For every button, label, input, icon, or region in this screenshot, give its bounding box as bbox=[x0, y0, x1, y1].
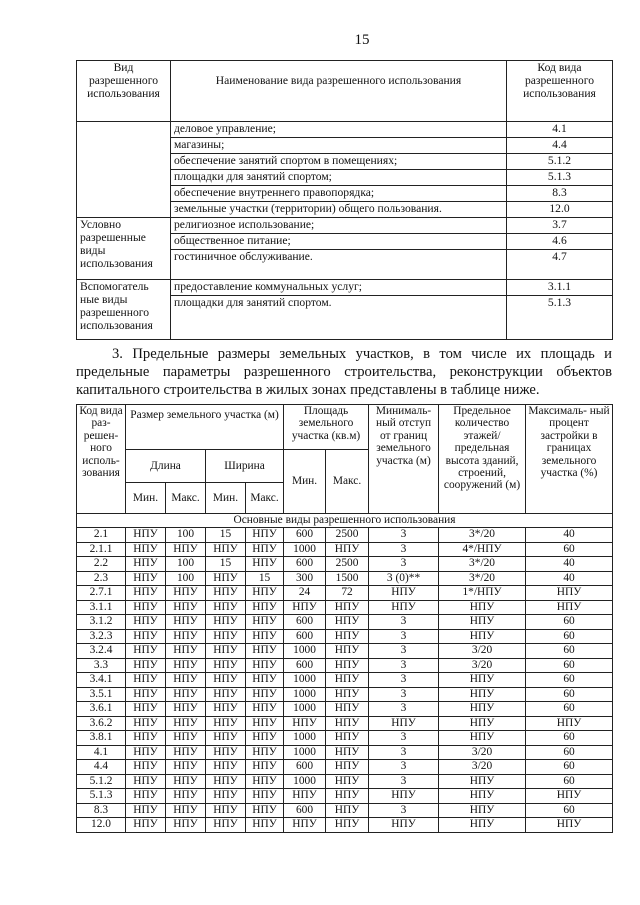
cell-width-min: НПУ bbox=[206, 789, 246, 804]
cell-setback: 3 bbox=[369, 644, 439, 659]
cell-length-max: НПУ bbox=[166, 731, 206, 746]
cell-area-min: 1000 bbox=[284, 644, 326, 659]
cell-area-min: 1000 bbox=[284, 542, 326, 557]
cell-length-max: НПУ bbox=[166, 687, 206, 702]
cell-build-percent: 60 bbox=[526, 673, 613, 688]
cell-code: 3.2.3 bbox=[77, 629, 126, 644]
cell-area-min: 600 bbox=[284, 557, 326, 572]
cell-width-min: НПУ bbox=[206, 818, 246, 833]
table-row bbox=[77, 702, 613, 717]
cell-area-min: 24 bbox=[284, 586, 326, 601]
cell-width-min: НПУ bbox=[206, 731, 246, 746]
cell-width-min: НПУ bbox=[206, 673, 246, 688]
use-name: обеспечение внутреннего правопорядка; bbox=[171, 186, 507, 202]
header-length-max: Макс. bbox=[166, 483, 206, 514]
cell-length-max: 100 bbox=[166, 528, 206, 543]
cell-width-min: НПУ bbox=[206, 615, 246, 630]
cell-code: 8.3 bbox=[77, 803, 126, 818]
table-row bbox=[77, 716, 613, 731]
table-row bbox=[77, 760, 613, 775]
use-name: магазины; bbox=[171, 138, 507, 154]
cell-length-max: НПУ bbox=[166, 818, 206, 833]
cell-floors-height: НПУ bbox=[439, 615, 526, 630]
cell-build-percent: 40 bbox=[526, 571, 613, 586]
cell-area-min: 1000 bbox=[284, 687, 326, 702]
cell-width-max: НПУ bbox=[246, 745, 284, 760]
use-code: 5.1.3 bbox=[507, 296, 613, 340]
header-code: Код вида раз- решен- ного исполь- зования bbox=[77, 405, 126, 514]
table-header-row bbox=[77, 61, 613, 122]
cell-width-max: НПУ bbox=[246, 760, 284, 775]
use-code: 3.1.1 bbox=[507, 280, 613, 296]
use-name: религиозное использование; bbox=[171, 218, 507, 234]
use-name: обеспечение занятий спортом в помещениях; bbox=[171, 154, 507, 170]
cell-setback: 3 bbox=[369, 803, 439, 818]
cell-width-min: НПУ bbox=[206, 716, 246, 731]
cell-code: 4.4 bbox=[77, 760, 126, 775]
cell-width-min: НПУ bbox=[206, 586, 246, 601]
cell-code: 3.1.1 bbox=[77, 600, 126, 615]
cell-area-min: 1000 bbox=[284, 673, 326, 688]
header-length-min: Мин. bbox=[126, 483, 166, 514]
use-code: 4.7 bbox=[507, 250, 613, 280]
use-name: площадки для занятий спортом. bbox=[171, 296, 507, 340]
cell-code: 3.3 bbox=[77, 658, 126, 673]
cell-area-min: НПУ bbox=[284, 600, 326, 615]
cell-area-min: 300 bbox=[284, 571, 326, 586]
cell-build-percent: 60 bbox=[526, 803, 613, 818]
use-code: 3.7 bbox=[507, 218, 613, 234]
cell-area-max: НПУ bbox=[326, 542, 369, 557]
cell-floors-height: 1*/НПУ bbox=[439, 586, 526, 601]
cell-width-max: НПУ bbox=[246, 600, 284, 615]
cell-width-max: НПУ bbox=[246, 774, 284, 789]
cell-length-min: НПУ bbox=[126, 745, 166, 760]
cell-code: 3.1.2 bbox=[77, 615, 126, 630]
cell-width-max: НПУ bbox=[246, 586, 284, 601]
cell-width-min: НПУ bbox=[206, 687, 246, 702]
cell-length-max: НПУ bbox=[166, 542, 206, 557]
cell-length-min: НПУ bbox=[126, 702, 166, 717]
cell-length-min: НПУ bbox=[126, 760, 166, 775]
cell-width-max: НПУ bbox=[246, 542, 284, 557]
cell-setback: 3 bbox=[369, 629, 439, 644]
cell-width-min: НПУ bbox=[206, 658, 246, 673]
header-percent: Максималь- ный процент застройки в границах земельного участка (%) bbox=[526, 405, 613, 514]
cell-setback: 3 bbox=[369, 557, 439, 572]
cell-build-percent: 60 bbox=[526, 702, 613, 717]
cell-length-max: НПУ bbox=[166, 658, 206, 673]
cell-width-max: 15 bbox=[246, 571, 284, 586]
cell-area-max: НПУ bbox=[326, 600, 369, 615]
cell-floors-height: НПУ bbox=[439, 774, 526, 789]
cell-code: 3.6.2 bbox=[77, 716, 126, 731]
table-row bbox=[77, 571, 613, 586]
header-floors: Предельное количество этажей/ предельная высота зданий, строений, сооружений (м) bbox=[439, 405, 526, 514]
cell-length-max: НПУ bbox=[166, 745, 206, 760]
use-name: земельные участки (территории) общего пользования. bbox=[171, 202, 507, 218]
cell-code: 3.4.1 bbox=[77, 673, 126, 688]
use-code: 12.0 bbox=[507, 202, 613, 218]
cell-length-max: 100 bbox=[166, 571, 206, 586]
cell-area-min: 600 bbox=[284, 629, 326, 644]
cell-area-min: 600 bbox=[284, 658, 326, 673]
cell-setback: 3 bbox=[369, 528, 439, 543]
use-code: 5.1.2 bbox=[507, 154, 613, 170]
cell-length-min: НПУ bbox=[126, 687, 166, 702]
cell-area-max: НПУ bbox=[326, 745, 369, 760]
cell-setback: НПУ bbox=[369, 818, 439, 833]
cell-build-percent: 60 bbox=[526, 687, 613, 702]
cell-width-max: НПУ bbox=[246, 687, 284, 702]
cell-width-max: НПУ bbox=[246, 731, 284, 746]
cell-area-max: НПУ bbox=[326, 673, 369, 688]
cell-build-percent: НПУ bbox=[526, 818, 613, 833]
section-title: Основные виды разрешенного использования bbox=[77, 514, 613, 528]
table-row bbox=[77, 542, 613, 557]
table-row bbox=[77, 789, 613, 804]
cell-width-max: НПУ bbox=[246, 818, 284, 833]
cell-build-percent: 60 bbox=[526, 658, 613, 673]
cell-length-max: НПУ bbox=[166, 760, 206, 775]
cell-length-min: НПУ bbox=[126, 528, 166, 543]
cell-area-min: 600 bbox=[284, 803, 326, 818]
cell-area-max: НПУ bbox=[326, 658, 369, 673]
cell-width-min: 15 bbox=[206, 528, 246, 543]
cell-width-max: НПУ bbox=[246, 557, 284, 572]
cell-length-max: НПУ bbox=[166, 644, 206, 659]
cell-width-max: НПУ bbox=[246, 644, 284, 659]
cell-length-min: НПУ bbox=[126, 571, 166, 586]
cell-length-min: НПУ bbox=[126, 774, 166, 789]
cell-width-max: НПУ bbox=[246, 702, 284, 717]
use-code: 4.1 bbox=[507, 122, 613, 138]
cell-length-max: НПУ bbox=[166, 600, 206, 615]
cell-area-min: 600 bbox=[284, 528, 326, 543]
cell-build-percent: 60 bbox=[526, 644, 613, 659]
cell-setback: НПУ bbox=[369, 789, 439, 804]
cell-area-max: НПУ bbox=[326, 716, 369, 731]
header-length: Длина bbox=[126, 450, 206, 483]
plot-parameters-table bbox=[76, 404, 613, 833]
cell-code: 4.1 bbox=[77, 745, 126, 760]
cell-build-percent: 60 bbox=[526, 774, 613, 789]
cell-build-percent: НПУ bbox=[526, 600, 613, 615]
cell-setback: НПУ bbox=[369, 716, 439, 731]
use-code: 4.4 bbox=[507, 138, 613, 154]
cell-floors-height: НПУ bbox=[439, 673, 526, 688]
cell-setback: 3 bbox=[369, 774, 439, 789]
cell-setback: 3 bbox=[369, 615, 439, 630]
cell-area-min: 1000 bbox=[284, 745, 326, 760]
cell-floors-height: НПУ bbox=[439, 731, 526, 746]
cell-width-max: НПУ bbox=[246, 789, 284, 804]
cell-length-min: НПУ bbox=[126, 644, 166, 659]
cell-width-max: НПУ bbox=[246, 528, 284, 543]
use-name: предоставление коммунальных услуг; bbox=[171, 280, 507, 296]
table-row bbox=[77, 557, 613, 572]
header-use-code: Код вида разрешенного использования bbox=[507, 61, 613, 122]
cell-code: 2.1.1 bbox=[77, 542, 126, 557]
cell-length-max: НПУ bbox=[166, 789, 206, 804]
cell-width-min: НПУ bbox=[206, 644, 246, 659]
cell-width-min: НПУ bbox=[206, 542, 246, 557]
cell-floors-height: НПУ bbox=[439, 600, 526, 615]
cell-floors-height: 3*/20 bbox=[439, 571, 526, 586]
use-type-group: Условно разрешенные виды использования bbox=[77, 218, 171, 280]
cell-length-max: НПУ bbox=[166, 716, 206, 731]
cell-floors-height: НПУ bbox=[439, 687, 526, 702]
cell-code: 3.2.4 bbox=[77, 644, 126, 659]
header-area-min: Мин. bbox=[284, 450, 326, 514]
cell-setback: НПУ bbox=[369, 600, 439, 615]
table-row bbox=[77, 615, 613, 630]
cell-area-min: 1000 bbox=[284, 702, 326, 717]
cell-build-percent: НПУ bbox=[526, 586, 613, 601]
cell-floors-height: 3*/20 bbox=[439, 557, 526, 572]
cell-length-min: НПУ bbox=[126, 803, 166, 818]
cell-length-max: НПУ bbox=[166, 673, 206, 688]
cell-area-max: НПУ bbox=[326, 789, 369, 804]
cell-floors-height: 3/20 bbox=[439, 644, 526, 659]
cell-floors-height: 4*/НПУ bbox=[439, 542, 526, 557]
header-width-min: Мин. bbox=[206, 483, 246, 514]
table-row bbox=[77, 629, 613, 644]
cell-setback: 3 bbox=[369, 687, 439, 702]
table-row bbox=[77, 803, 613, 818]
use-type-group bbox=[77, 122, 171, 218]
use-name: общественное питание; bbox=[171, 234, 507, 250]
cell-length-min: НПУ bbox=[126, 731, 166, 746]
cell-setback: 3 bbox=[369, 658, 439, 673]
header-size: Размер земельного участка (м) bbox=[126, 405, 284, 450]
cell-build-percent: 60 bbox=[526, 542, 613, 557]
use-name: деловое управление; bbox=[171, 122, 507, 138]
cell-code: 12.0 bbox=[77, 818, 126, 833]
cell-length-max: НПУ bbox=[166, 803, 206, 818]
table-row bbox=[77, 818, 613, 833]
cell-code: 5.1.2 bbox=[77, 774, 126, 789]
cell-width-min: 15 bbox=[206, 557, 246, 572]
cell-code: 2.3 bbox=[77, 571, 126, 586]
cell-floors-height: НПУ bbox=[439, 629, 526, 644]
cell-width-max: НПУ bbox=[246, 716, 284, 731]
use-type-group: Вспомогатель ные виды разрешенного использования bbox=[77, 280, 171, 340]
table-row bbox=[77, 774, 613, 789]
cell-code: 3.5.1 bbox=[77, 687, 126, 702]
cell-width-max: НПУ bbox=[246, 673, 284, 688]
cell-floors-height: 3/20 bbox=[439, 658, 526, 673]
page-number: 15 bbox=[354, 32, 370, 48]
cell-area-max: НПУ bbox=[326, 629, 369, 644]
cell-area-min: НПУ bbox=[284, 716, 326, 731]
table-row bbox=[77, 280, 613, 296]
cell-code: 3.8.1 bbox=[77, 731, 126, 746]
cell-length-max: НПУ bbox=[166, 702, 206, 717]
cell-code: 5.1.3 bbox=[77, 789, 126, 804]
cell-length-max: НПУ bbox=[166, 615, 206, 630]
header-use-name: Наименование вида разрешенного использования bbox=[171, 61, 507, 122]
cell-area-max: НПУ bbox=[326, 644, 369, 659]
cell-setback: НПУ bbox=[369, 586, 439, 601]
cell-width-min: НПУ bbox=[206, 571, 246, 586]
cell-width-min: НПУ bbox=[206, 600, 246, 615]
cell-length-max: НПУ bbox=[166, 629, 206, 644]
cell-area-max: НПУ bbox=[326, 615, 369, 630]
cell-floors-height: 3/20 bbox=[439, 745, 526, 760]
cell-area-min: 600 bbox=[284, 760, 326, 775]
cell-build-percent: 60 bbox=[526, 731, 613, 746]
cell-length-min: НПУ bbox=[126, 789, 166, 804]
paragraph-3: 3. Предельные размеры земельных участков, в том числе их площадь и предельные параметры разрешенного строительства, реконструкции объектов капитального строительства в жилых зонах представлены в таблице ниже. bbox=[76, 346, 612, 398]
cell-length-min: НПУ bbox=[126, 673, 166, 688]
use-code: 4.6 bbox=[507, 234, 613, 250]
cell-width-min: НПУ bbox=[206, 760, 246, 775]
cell-length-min: НПУ bbox=[126, 658, 166, 673]
use-code: 5.1.3 bbox=[507, 170, 613, 186]
table-row bbox=[77, 528, 613, 543]
cell-area-min: 1000 bbox=[284, 731, 326, 746]
cell-code: 2.2 bbox=[77, 557, 126, 572]
cell-length-min: НПУ bbox=[126, 557, 166, 572]
table-row bbox=[77, 731, 613, 746]
cell-setback: 3 bbox=[369, 745, 439, 760]
cell-width-min: НПУ bbox=[206, 774, 246, 789]
cell-code: 2.7.1 bbox=[77, 586, 126, 601]
cell-area-max: НПУ bbox=[326, 687, 369, 702]
cell-area-max: НПУ bbox=[326, 760, 369, 775]
cell-length-min: НПУ bbox=[126, 615, 166, 630]
cell-floors-height: НПУ bbox=[439, 789, 526, 804]
cell-setback: 3 bbox=[369, 702, 439, 717]
cell-length-max: НПУ bbox=[166, 586, 206, 601]
cell-floors-height: НПУ bbox=[439, 803, 526, 818]
cell-length-min: НПУ bbox=[126, 716, 166, 731]
cell-setback: 3 bbox=[369, 673, 439, 688]
header-width-max: Макс. bbox=[246, 483, 284, 514]
header-use-type: Вид разрешенного использования bbox=[77, 61, 171, 122]
cell-build-percent: НПУ bbox=[526, 789, 613, 804]
cell-length-min: НПУ bbox=[126, 586, 166, 601]
cell-area-min: НПУ bbox=[284, 789, 326, 804]
cell-code: 2.1 bbox=[77, 528, 126, 543]
table-row bbox=[77, 644, 613, 659]
cell-floors-height: НПУ bbox=[439, 716, 526, 731]
cell-width-max: НПУ bbox=[246, 803, 284, 818]
table-row bbox=[77, 600, 613, 615]
cell-area-max: НПУ bbox=[326, 731, 369, 746]
cell-width-max: НПУ bbox=[246, 629, 284, 644]
cell-length-max: НПУ bbox=[166, 774, 206, 789]
cell-setback: 3 bbox=[369, 760, 439, 775]
cell-width-min: НПУ bbox=[206, 629, 246, 644]
table-row bbox=[77, 745, 613, 760]
table-row bbox=[77, 673, 613, 688]
table-row bbox=[77, 687, 613, 702]
cell-length-min: НПУ bbox=[126, 818, 166, 833]
cell-width-min: НПУ bbox=[206, 803, 246, 818]
header-area-max: Макс. bbox=[326, 450, 369, 514]
cell-setback: 3 bbox=[369, 542, 439, 557]
cell-build-percent: 40 bbox=[526, 528, 613, 543]
cell-setback: 3 (0)** bbox=[369, 571, 439, 586]
cell-area-max: 1500 bbox=[326, 571, 369, 586]
cell-width-min: НПУ bbox=[206, 702, 246, 717]
cell-build-percent: НПУ bbox=[526, 716, 613, 731]
use-name: площадки для занятий спортом; bbox=[171, 170, 507, 186]
cell-floors-height: НПУ bbox=[439, 702, 526, 717]
cell-build-percent: 60 bbox=[526, 760, 613, 775]
cell-area-max: НПУ bbox=[326, 774, 369, 789]
cell-width-max: НПУ bbox=[246, 615, 284, 630]
cell-floors-height: НПУ bbox=[439, 818, 526, 833]
table-row bbox=[77, 122, 613, 138]
table-row bbox=[77, 658, 613, 673]
header-setback: Минималь- ный отступ от границ земельного участка (м) bbox=[369, 405, 439, 514]
cell-code: 3.6.1 bbox=[77, 702, 126, 717]
cell-length-min: НПУ bbox=[126, 542, 166, 557]
cell-build-percent: 60 bbox=[526, 745, 613, 760]
cell-area-max: НПУ bbox=[326, 818, 369, 833]
cell-length-max: 100 bbox=[166, 557, 206, 572]
use-name: гостиничное обслуживание. bbox=[171, 250, 507, 280]
use-code: 8.3 bbox=[507, 186, 613, 202]
cell-build-percent: 60 bbox=[526, 615, 613, 630]
cell-floors-height: 3*/20 bbox=[439, 528, 526, 543]
cell-floors-height: 3/20 bbox=[439, 760, 526, 775]
cell-length-min: НПУ bbox=[126, 629, 166, 644]
cell-length-min: НПУ bbox=[126, 600, 166, 615]
cell-area-min: НПУ bbox=[284, 818, 326, 833]
table-row bbox=[77, 218, 613, 234]
cell-setback: 3 bbox=[369, 731, 439, 746]
header-area: Площадь земельного участка (кв.м) bbox=[284, 405, 369, 450]
cell-area-min: 1000 bbox=[284, 774, 326, 789]
table-row bbox=[77, 586, 613, 601]
cell-build-percent: 60 bbox=[526, 629, 613, 644]
cell-area-min: 600 bbox=[284, 615, 326, 630]
cell-build-percent: 40 bbox=[526, 557, 613, 572]
permitted-use-table bbox=[76, 60, 613, 340]
cell-width-min: НПУ bbox=[206, 745, 246, 760]
cell-area-max: НПУ bbox=[326, 803, 369, 818]
cell-width-max: НПУ bbox=[246, 658, 284, 673]
header-width: Ширина bbox=[206, 450, 284, 483]
cell-area-max: 2500 bbox=[326, 528, 369, 543]
cell-area-max: 72 bbox=[326, 586, 369, 601]
cell-area-max: 2500 bbox=[326, 557, 369, 572]
cell-area-max: НПУ bbox=[326, 702, 369, 717]
